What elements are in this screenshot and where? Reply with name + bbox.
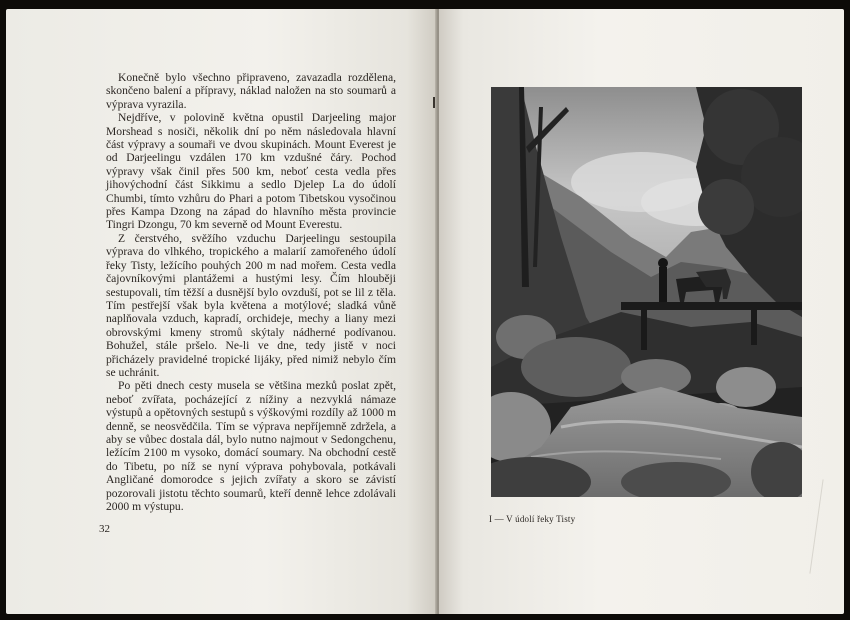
body-text xyxy=(106,71,396,513)
paragraph-4: Po pěti dnech cesty musela se většina mezků poslat zpět, neboť zvířata, pocházející z nížiny a nezvyklá námaze výstupů a opětovných sestupů s výškovými rozdíly až 1000 m denně, se neosvědčila. Tím se výprava nepříjemně zdržela, a aby se vůbec dostala dál, bylo nutno najmout v Sedongchenu, ležícím 2100 m vysoko, domácí soumary. Na obchodní cestě do Tibetu, po níž se nyní výprava pohybovala, potkávali Angličané domorodce s jejich zvířaty a skoro se závistí pozorovali jistotu těchto soumarů, kteří denně lehce zdolávali 2000 m výstupu. xyxy=(106,379,396,513)
valley-photo xyxy=(491,87,802,497)
paragraph-1: Konečně bylo všechno připraveno, zavazadla rozdělena, skončeno balení a přípravy, náklad naložen na sto soumarů a výprava vyrazila. xyxy=(106,71,396,111)
valley-photo-image xyxy=(491,87,802,497)
page-crease xyxy=(809,479,823,573)
left-page xyxy=(6,9,437,614)
gutter-mark xyxy=(433,97,435,108)
paragraph-3: Z čerstvého, svěžího vzduchu Darjeelingu sestoupila výprava do vlhkého, tropického a malarií zamořeného údolí řeky Tisty, ležícího pouhých 200 m nad mořem. Cesta vedla čajovníkovými plantážemi a hustými lesy. Čím hlouběji sestupovali, tím těžší a dusnější bylo ovzduší, pot se lil z těla. Tím pestřejší však byla květena a motýlové; sladká vůně naplňovala vzduch, kapradí, orchideje, mechy a liany mezi obrovskými kmeny stromů skýtaly nádherné podívanou. Bohužel, stále pršelo. Ne-li ve dne, tedy jistě v noci přicházely pravidelné tropické lijáky, před nimiž nebylo čím se uchránit. xyxy=(106,231,396,379)
page-number: 32 xyxy=(99,523,110,535)
book-spread xyxy=(6,9,844,614)
photo-caption: I — V údolí řeky Tisty xyxy=(489,514,576,524)
paragraph-2: Nejdříve, v polovině května opustil Darjeeling major Morshead s nosiči, několik dní po něm následovala hlavní část výpravy a soumaři ve dvou skupinách. Mount Everest je od Darjeelingu vzdálen 170 km vzdušné čáry. Pochod výpravy však činil přes 500 km, neboť cesta vedla přes jihovýchodní část Sikkimu a sedlo Djelep La do údolí Chumbi, tímto vzhůru do Phari a potom Tibetskou vysočinou přes Kampa Dzong na západ do hlavního města provincie Tingri Dzongu, 70 km severně od Mount Everestu. xyxy=(106,111,396,232)
right-page xyxy=(439,9,844,614)
